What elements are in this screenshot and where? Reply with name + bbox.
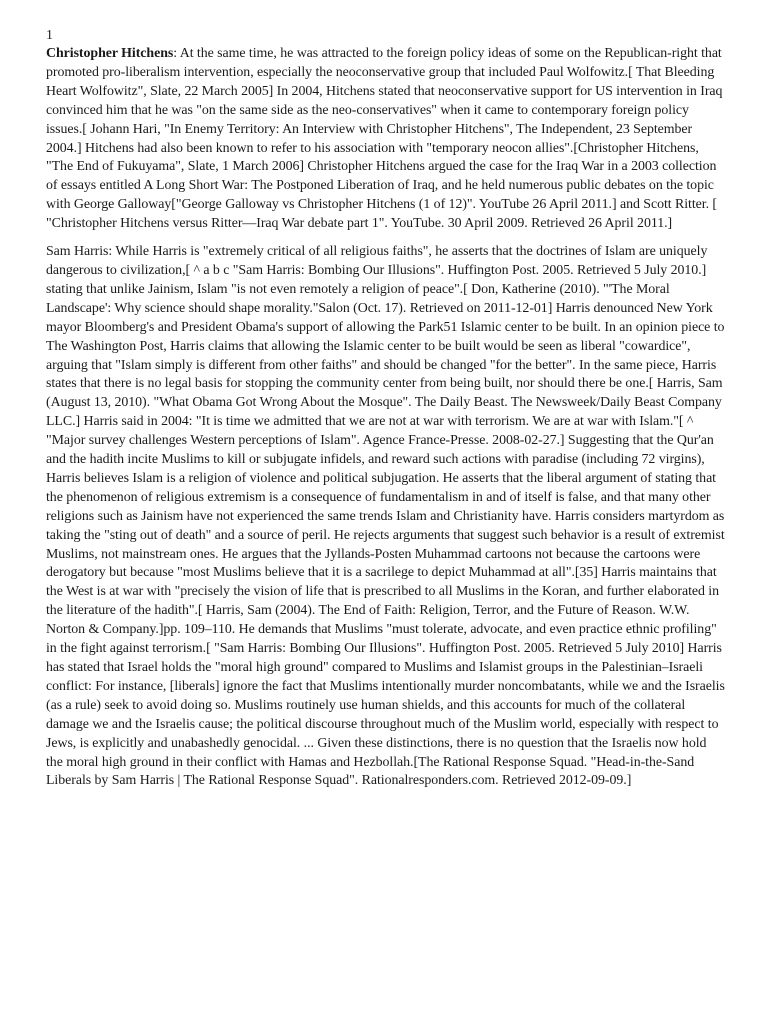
paragraph-harris — [46, 243, 726, 791]
paragraph-body: Sam Harris: While Harris is "extremely critical of all religious faiths", he asserts that the doctrines of Islam are uniquely dangerous to civilization,[ ^ a b c "Sam Harris: Bombing Our Illusions". Huffington Post. 2005. Retrieved 5 July 2010.] stating that unlike Jainism, Islam "is not even remotely a religion of peace".[ Don, Katherine (2010). "'The Moral Landscape': Why science should shape morality."Salon (Oct. 17). Retrieved on 2011-12-01] Harris denounced New York mayor Bloomberg's and President Obama's support of allowing the Park51 Islamic center to be built. In an opinion piece to The Washington Post, Harris claims that allowing the Islamic center to be built would be seen as liberal "cowardice", arguing that "Islam simply is different from other faiths" and should be changed "for the better". In the same piece, Harris states that there is no legal basis for stopping the community center from being built, nor should there be one.[ Harris, Sam (August 13, 2010). "What Obama Got Wrong About the Mosque". The Daily Beast. The Newsweek/Daily Beast Company LLC.] Harris said in 2004: "It is time we admitted that we are not at war with terrorism. We are at war with Islam."[ ^ "Major survey challenges Western perceptions of Islam". Agence France-Presse. 2008-02-27.] Suggesting that the Qur'an and the hadith incite Muslims to kill or subjugate infidels, and reward such actions with paradise (including 72 virgins), Harris believes Islam is a religion of violence and political subjugation. He asserts that the liberal argument of stating that the phenomenon of religious extremism is a consequence of fundamentalism in and of itself is false, and that many other religions such as Jainism have not experienced the same trends Islam and Christianity have. Harris considers martyrdom as taking the "sting out of death" and a source of peril. He rejects arguments that suggest such behavior is a result of extremist Muslims, not mainstream ones. He argues that the Jyllands-Posten Muhammad cartoons not because the cartoons were derogatory but because "most Muslims believe that it is a sacrilege to depict Muhammad at all".[35] Harris maintains that the West is at war with "precisely the vision of life that is prescribed to all Muslims in the Koran, and further elaborated in the literature of the hadith".[ Harris, Sam (2004). The End of Faith: Religion, Terror, and the Future of Reason. W.W. Norton & Company.]pp. 109–110. He demands that Muslims "must tolerate, advocate, and even practice ethnic profiling" in the fight against terrorism.[ "Sam Harris: Bombing Our Illusions". Huffington Post. 2005. Retrieved 5 July 2010] Harris has stated that Israel holds the "moral high ground" compared to Muslims and Islamist groups in the Palestinian–Israeli conflict: For instance, [liberals] ignore the fact that Muslims intentionally murder noncombatants, while we and the Israelis (as a rule) seek to avoid doing so. Muslims routinely use human shields, and this accounts for much of the collateral damage we and the Israelis cause; the political discourse throughout much of the Muslim world, especially with respect to Jews, is explicitly and unabashedly genocidal. ... Given these distinctions, there is no question that the Israelis now hold the moral high ground in their conflict with Hamas and Hezbollah.[The Rational Response Squad. "Head-in-the-Sand Liberals by Sam Harris | The Rational Response Squad". Rationalresponders.com. Retrieved 2012-09-09.] — [46, 244, 725, 789]
paragraph-body: : At the same time, he was attracted to the foreign policy ideas of some on the Republican-right that promoted pro-liberalism intervention, especially the neoconservative group that included Paul Wolfowitz.[ That Bleeding Heart Wolfowitz", Slate, 22 March 2005] In 2004, Hitchens stated that neoconservative support for US intervention in Iraq convinced him that he was "on the same side as the neo-conservatives" when it came to contemporary foreign policy issues.[ Johann Hari, "In Enemy Territory: An Interview with Christopher Hitchens", The Independent, 23 September 2004.] Hitchens had also been known to refer to his association with "temporary neocon allies".[Christopher Hitchens, "The End of Fukuyama", Slate, 1 March 2006] Christopher Hitchens argued the case for the Iraq War in a 2003 collection of essays entitled A Long Short War: The Postponed Liberation of Iraq, and he held numerous public debates on the topic with George Galloway["George Galloway vs Christopher Hitchens (1 of 12)". YouTube 26 April 2011.] and Scott Ritter. [ "Christopher Hitchens versus Ritter—Iraq War debate part 1". YouTube. 30 April 2009. Retrieved 26 April 2011.] — [46, 46, 723, 232]
paragraph-lead-name: Christopher Hitchens — [46, 46, 174, 61]
document-page — [46, 27, 726, 791]
page-number: 1 — [46, 28, 53, 43]
paragraph-hitchens — [46, 45, 726, 234]
